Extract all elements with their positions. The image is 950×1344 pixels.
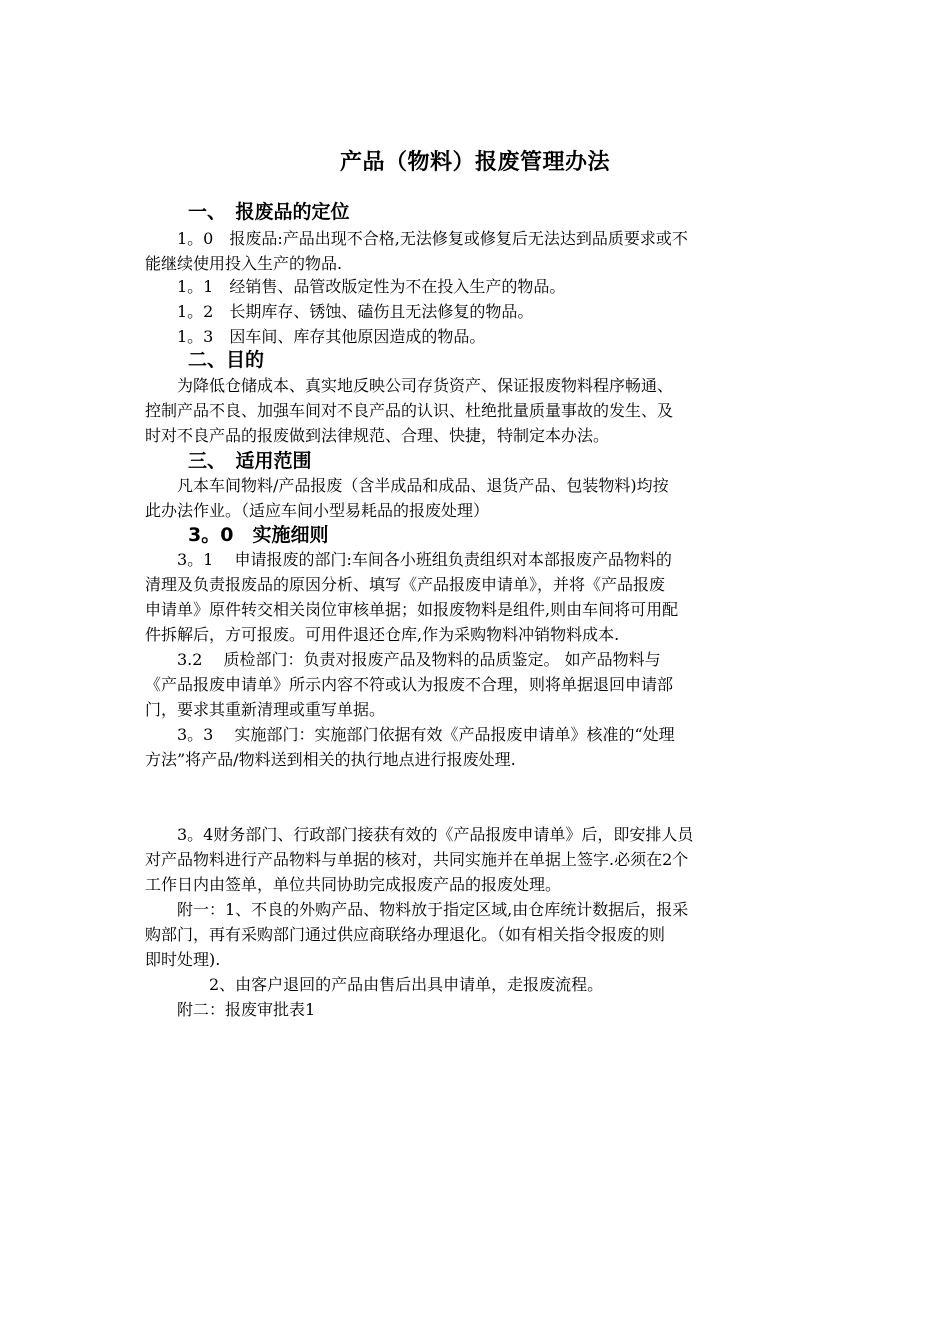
paragraph-purpose	[145, 373, 805, 448]
text-line: 1。0 报废品:产品出现不合格,无法修复或修复后无法达到品质要求或不	[145, 229, 688, 248]
text-line: 3。4财务部门、行政部门接获有效的《产品报废申请单》后，即安排人员	[145, 825, 694, 844]
page-title: 产品（物料）报废管理办法	[339, 149, 610, 175]
appendix-2	[145, 997, 805, 1022]
paragraph-3-4	[145, 822, 805, 897]
section-heading-positioning: 一、 报废品的定位	[188, 201, 350, 223]
paragraph-3-1	[145, 547, 805, 647]
text-line: 附二：报废审批表1	[145, 1000, 316, 1019]
text-line: 控制产品不良、加强车间对不良产品的认识、杜绝批量质量事故的发生、及	[145, 401, 674, 420]
paragraph-1-2	[145, 299, 805, 324]
section-heading-implementation: 3。0 实施细则	[188, 524, 329, 546]
text-line: 件拆解后，方可报废。可用件退还仓库,作为采购物料冲销物料成本.	[145, 625, 620, 644]
text-line: 1。3 因车间、库存其他原因造成的物品。	[145, 327, 486, 346]
paragraph-scope	[145, 473, 805, 523]
text-line: 3。1 申请报废的部门:车间各小班组负责组织对本部报废产品物料的	[145, 550, 672, 569]
text-line: 门，要求其重新清理或重写单据。	[145, 700, 386, 719]
text-line: 1。1 经销售、品管改版定性为不在投入生产的物品。	[145, 277, 566, 296]
text-line: 清理及负责报废品的原因分析、填写《产品报废申请单》，并将《产品报废	[145, 575, 666, 594]
text-line: 购部门，再有采购部门通过供应商联络办理退化。（如有相关指令报废的则	[145, 925, 666, 944]
text-line: 能继续使用投入生产的物品.	[145, 254, 343, 273]
text-line: 时对不良产品的报废做到法律规范、合理、快捷，特制定本办法。	[145, 426, 610, 445]
text-line: 为降低仓储成本、真实地反映公司存货资产、保证报废物料程序畅通、	[145, 376, 674, 395]
text-line: 申请单》原件转交相关岗位审核单据；如报废物料是组件,则由车间将可用配	[145, 600, 679, 619]
text-line: 3.2 质检部门：负责对报废产品及物料的品质鉴定。 如产品物料与	[145, 650, 661, 669]
text-line: 2、由客户退回的产品由售后出具申请单，走报废流程。	[145, 975, 604, 994]
text-line: 《产品报废申请单》所示内容不符或认为报废不合理，则将单据退回申请部	[145, 675, 674, 694]
appendix-1	[145, 897, 805, 972]
paragraph-1-1	[145, 274, 805, 299]
section-heading-scope: 三、 适用范围	[188, 450, 312, 472]
text-line: 凡本车间物料/产品报废（含半成品和成品、退货产品、包装物料)均按	[145, 476, 669, 495]
text-line: 1。2 长期库存、锈蚀、磕伤且无法修复的物品。	[145, 302, 534, 321]
appendix-1-item-2	[145, 972, 805, 997]
paragraph-1-0	[145, 226, 805, 276]
text-line: 方法”将产品/物料送到相关的执行地点进行报废处理.	[145, 750, 516, 769]
text-line: 即时处理).	[145, 950, 221, 969]
text-line: 此办法作业。（适应车间小型易耗品的报废处理）	[145, 501, 490, 520]
paragraph-3-2	[145, 647, 805, 722]
paragraph-3-3	[145, 722, 805, 772]
text-line: 工作日内由签单，单位共同协助完成报废产品的报废处理。	[145, 875, 562, 894]
paragraph-1-3	[145, 324, 805, 349]
text-line: 附一：1、不良的外购产品、物料放于指定区域,由仓库统计数据后，报采	[145, 900, 689, 919]
text-line: 对产品物料进行产品物料与单据的核对，共同实施并在单据上签字.必须在2个	[145, 850, 689, 869]
section-heading-purpose: 二、目的	[188, 349, 265, 371]
text-line: 3。3 实施部门：实施部门依据有效《产品报废申请单》核准的“处理	[145, 725, 675, 744]
